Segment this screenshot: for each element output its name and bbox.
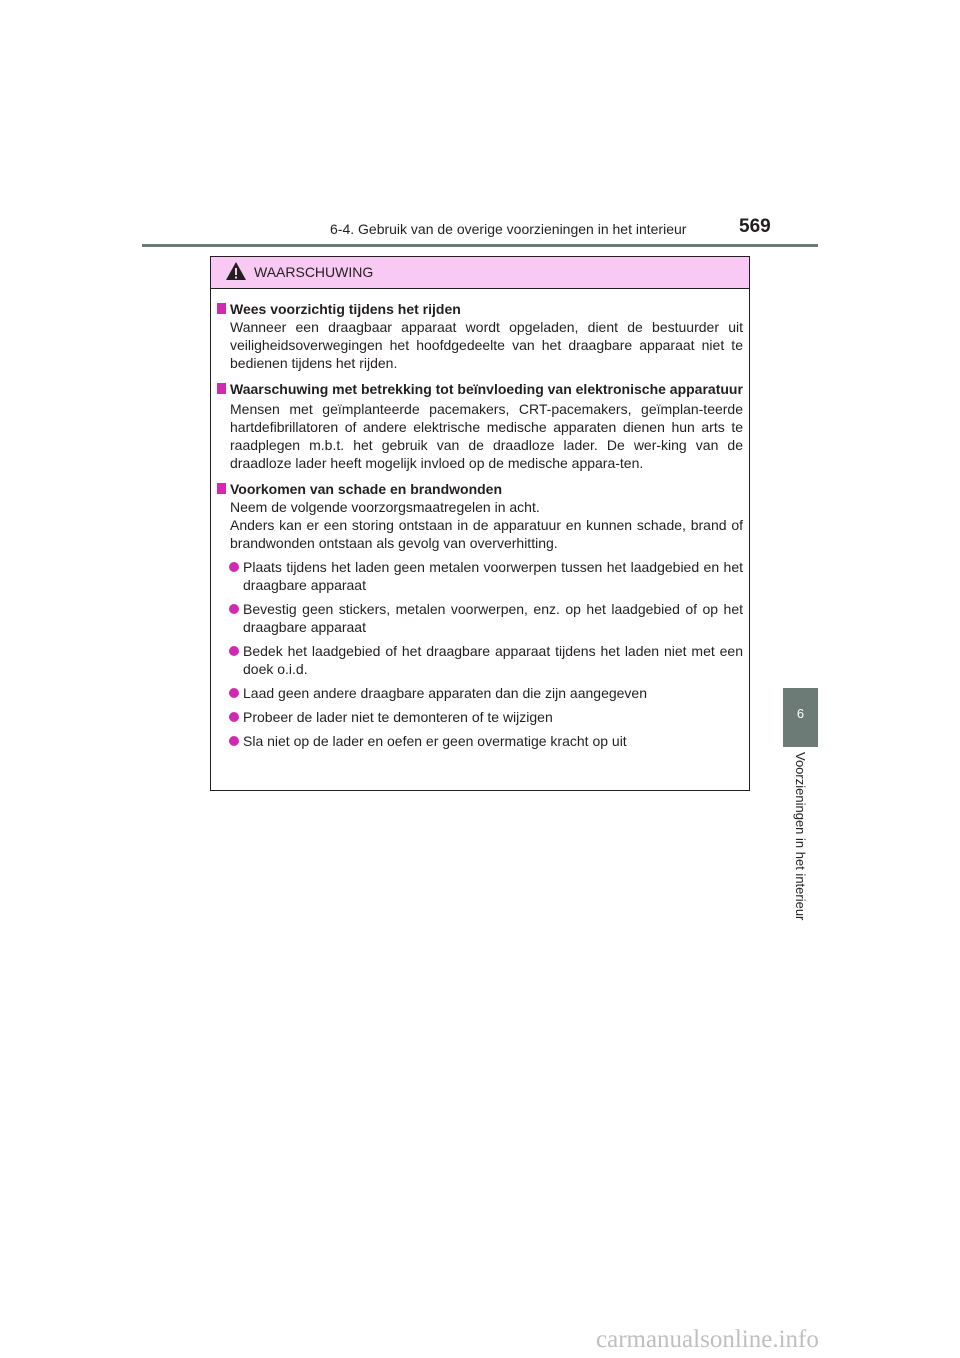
- header-divider: [142, 244, 818, 247]
- warning-box: [210, 256, 750, 791]
- section-text: Neem de volgende voorzorgsmaatregelen in acht.: [230, 499, 540, 515]
- list-item: [217, 684, 743, 702]
- list-item: [217, 642, 743, 678]
- warning-body: [217, 300, 743, 750]
- chapter-number: 6: [796, 706, 805, 721]
- section-heading: [217, 480, 743, 498]
- circle-bullet-icon: [229, 562, 239, 572]
- list-item-text: Probeer de lader niet te demonteren of te wijzigen: [243, 709, 553, 725]
- circle-bullet-icon: [229, 736, 239, 746]
- circle-bullet-icon: [229, 646, 239, 656]
- section-heading-text: Waarschuwing met betrekking tot beïnvloeding van elektronische apparatuur: [230, 381, 743, 397]
- chapter-title: Voorzieningen in het interieur: [793, 752, 808, 921]
- square-bullet-icon: [217, 383, 226, 394]
- list-item-text: Laad geen andere draagbare apparaten dan die zijn aangegeven: [243, 685, 648, 701]
- list-item-text: Sla niet op de lader en oefen er geen overmatige kracht op uit: [243, 733, 627, 749]
- circle-bullet-icon: [229, 688, 239, 698]
- warning-title: WAARSCHUWING: [254, 264, 374, 280]
- chapter-title-vertical: [785, 752, 815, 952]
- list-item: [217, 708, 743, 726]
- list-item-text: Bevestig geen stickers, metalen voorwerpen, enz. op het laadgebied of op het draagbare apparaat: [243, 601, 743, 635]
- section-text: Mensen met geïmplanteerde pacemakers, CRT-pacemakers, geïmplan-teerde hartdefibrillatoren of andere elektrische medische apparaten dienen hun arts te raadplegen m.b.t. het gebruik van de draadloze lader. De wer-king van de draadloze lader heeft mogelijk invloed op de medische appara-ten.: [230, 401, 743, 471]
- chapter-tab: [783, 688, 818, 747]
- circle-bullet-icon: [229, 712, 239, 722]
- section-heading: [217, 380, 743, 398]
- section-heading: [217, 300, 743, 318]
- section-heading-text: Voorkomen van schade en brandwonden: [230, 481, 503, 497]
- list-item: [217, 600, 743, 636]
- section-title: 6-4. Gebruik van de overige voorzieningen in het interieur: [330, 221, 687, 237]
- section-text: Anders kan er een storing ontstaan in de apparatuur en kunnen schade, brand of brandwonden ontstaan als gevolg van oververhitting.: [230, 517, 743, 551]
- section-text: Wanneer een draagbaar apparaat wordt opgeladen, dient de bestuurder uit veiligheidsoverwegingen het hoofdgedeelte van het draagbare apparaat niet te bedienen tijdens het rijden.: [230, 319, 743, 371]
- warning-header: [211, 257, 749, 289]
- list-item-text: Plaats tijdens het laden geen metalen voorwerpen tussen het laadgebied en het draagbare apparaat: [243, 559, 743, 593]
- list-item: [217, 558, 743, 594]
- list-item: [217, 732, 743, 750]
- warning-triangle-icon: [225, 261, 247, 281]
- list-item-text: Bedek het laadgebied of het draagbare apparaat tijdens het laden niet met een doek o.i.d.: [243, 643, 743, 677]
- watermark: carmanualsonline.info: [596, 1326, 819, 1353]
- section-heading-text: Wees voorzichtig tijdens het rijden: [230, 301, 461, 317]
- square-bullet-icon: [217, 483, 226, 494]
- page-number: 569: [739, 216, 771, 237]
- circle-bullet-icon: [229, 604, 239, 614]
- square-bullet-icon: [217, 303, 226, 314]
